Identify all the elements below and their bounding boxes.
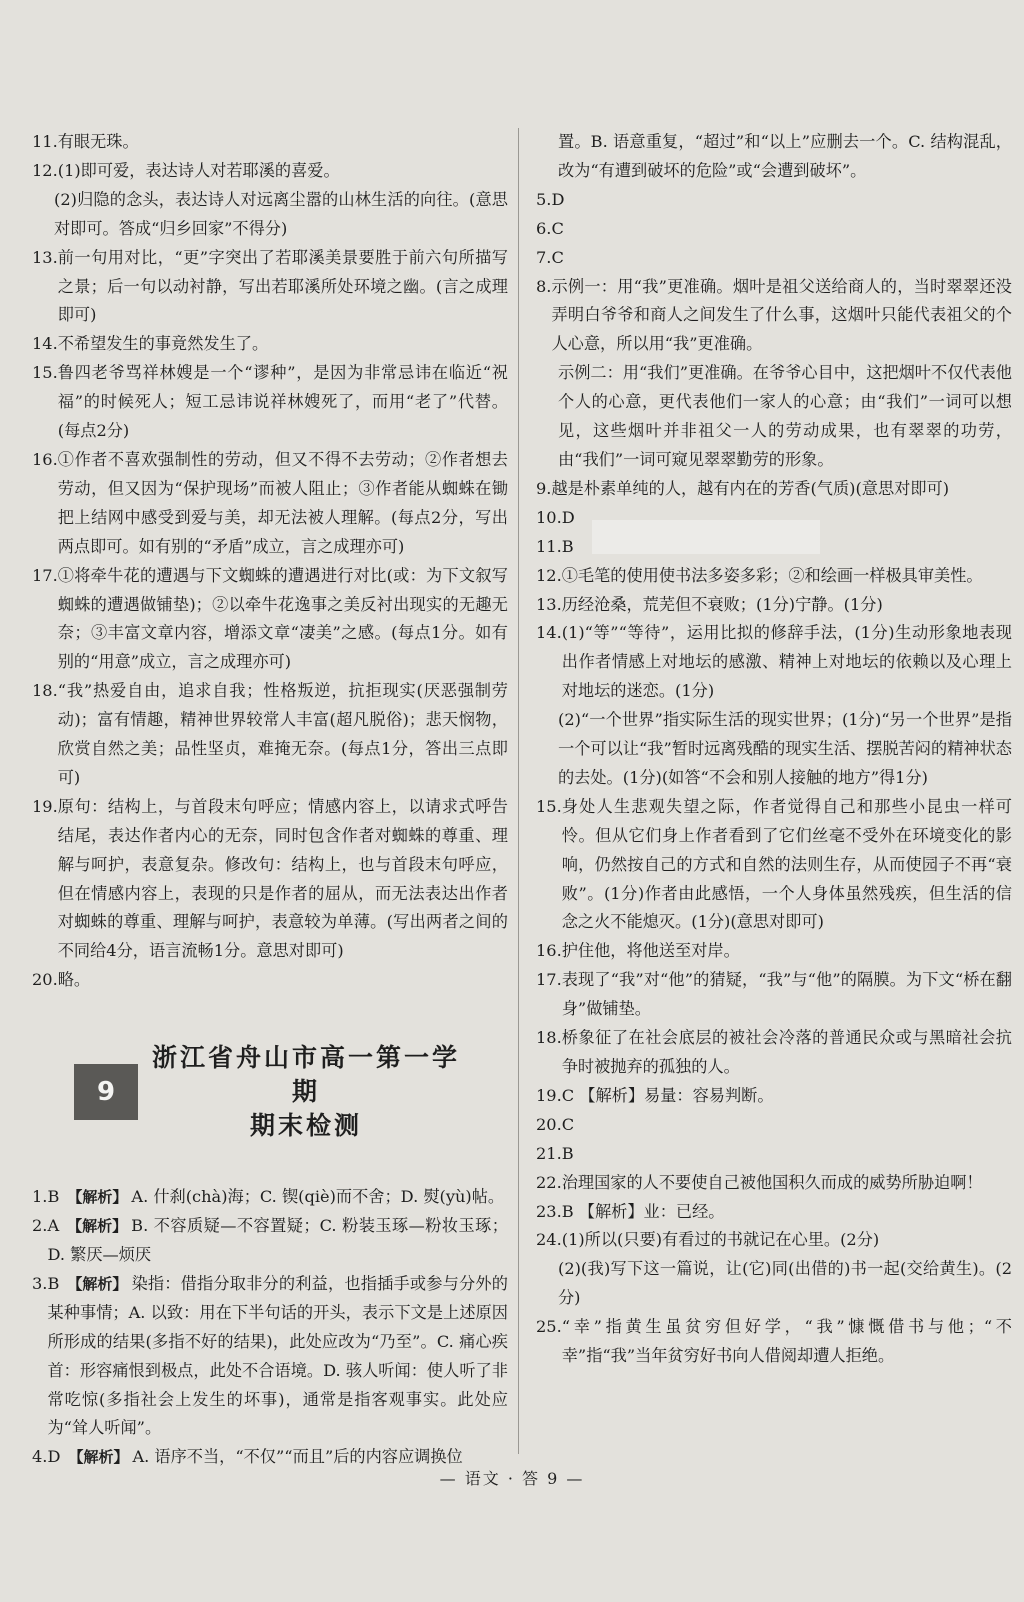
answer-number: 6. bbox=[536, 218, 552, 238]
answer-item bbox=[536, 706, 1012, 793]
answer-number: 3. bbox=[32, 1273, 48, 1293]
answer-text: 越是朴素单纯的人，越有内在的芳香(气质)(意思对即可) bbox=[551, 478, 950, 498]
answer-number: 11. bbox=[536, 536, 562, 556]
answer-number: 11. bbox=[32, 132, 58, 151]
left-answer-list bbox=[32, 128, 508, 995]
answer-item bbox=[536, 186, 1012, 215]
answer-item bbox=[536, 359, 1012, 475]
answer-number: 17. bbox=[536, 970, 562, 990]
answer-text: C bbox=[551, 247, 564, 267]
analysis-text: A. 什刹(chà)海；C. 锲(qiè)而不舍；D. 熨(yù)帖。 bbox=[131, 1187, 505, 1207]
answer-text: 历经沧桑，荒芜但不衰败；(1分)宁静。(1分) bbox=[561, 594, 883, 614]
answer-item bbox=[536, 1255, 1012, 1313]
answer-number: 20. bbox=[32, 970, 58, 990]
answer-text: 桥象征了在社会底层的被社会冷落的普通民众或与黑暗社会抗争时被抛弃的孤独的人。 bbox=[561, 1028, 1012, 1076]
answer-item bbox=[536, 1111, 1012, 1140]
answer-item bbox=[536, 1082, 1012, 1111]
answer-item bbox=[32, 1212, 508, 1270]
answer-number: 20. bbox=[536, 1114, 562, 1134]
answer-item bbox=[32, 359, 508, 446]
answer-number: 10. bbox=[536, 507, 562, 527]
answer-text: (1)即可爱，表达诗人对若耶溪的喜爱。 bbox=[57, 160, 340, 180]
answer-item bbox=[536, 1226, 1012, 1255]
answer-text: C bbox=[561, 1114, 575, 1134]
analysis-label: 【解析】 bbox=[68, 1448, 129, 1467]
answer-text: ①作者不喜欢强制性的劳动，但又不得不去劳动；②作者想去劳动，但又因为“保护现场”而被人阻止；③作者能从蜘蛛在锄把上结网中感受到爱与美，却无法被人理解。(每点2分，写出两点即可。如有别的“矛盾”成立，言之成理亦可) bbox=[57, 449, 508, 556]
answer-number: 16. bbox=[536, 941, 562, 961]
answer-item bbox=[32, 186, 508, 244]
answer-item bbox=[32, 793, 508, 966]
answer-item bbox=[32, 562, 508, 678]
answer-item bbox=[536, 591, 1012, 620]
answer-number: 13. bbox=[32, 247, 58, 267]
answer-number: 8. bbox=[536, 276, 552, 296]
section-title-line2: 期末检测 bbox=[249, 1111, 362, 1141]
answer-item bbox=[536, 1024, 1012, 1082]
answer-number bbox=[32, 186, 54, 244]
section-heading bbox=[74, 1041, 508, 1143]
answer-text: C 【解析】易量：容易判断。 bbox=[561, 1085, 774, 1105]
answer-item bbox=[536, 1140, 1012, 1169]
answer-text: “我”热爱自由，追求自我；性格叛逆，抗拒现实(厌恶强制劳动)；富有情趣，精神世界较常人丰富(超凡脱俗)；悲天悯物，欣赏自然之美；品性坚贞，难掩无奈。(每点1分，答出三点即可) bbox=[57, 681, 508, 787]
answer-item bbox=[32, 1270, 508, 1443]
answer-item bbox=[536, 1169, 1012, 1198]
answer-text: (2)“一个世界”指实际生活的现实世界；(1分)“另一个世界”是指一个可以让“我”暂时远离残酷的现实生活、摆脱苦闷的精神状态的去处。(1分)(如答“不会和别人接触的地方”得1分) bbox=[558, 710, 1012, 787]
left-answer-list-2 bbox=[32, 1183, 508, 1472]
answer-number: 7. bbox=[536, 247, 552, 267]
answer-number: 17. bbox=[32, 565, 58, 585]
page-footer: — 语文 · 答 9 — bbox=[439, 1469, 585, 1488]
answer-choice: B bbox=[47, 1187, 60, 1207]
answer-text: (1)“等”“等待”，运用比拟的修辞手法，(1分)生动形象地表现出作者情感上对地坛的感激、精神上对地坛的依赖以及心理上对地坛的迷恋。(1分) bbox=[561, 623, 1012, 701]
analysis-text: B. 不容质疑—不容置疑；C. 粉装玉琢—粉妆玉琢；D. 繁厌—烦厌 bbox=[47, 1216, 508, 1264]
answer-number bbox=[536, 128, 558, 186]
section-title bbox=[146, 1041, 466, 1143]
answer-text: (2)归隐的念头，表达诗人对远离尘嚣的山林生活的向往。(意思对即可。答成“归乡回家”不得分) bbox=[54, 189, 508, 238]
answer-number: 16. bbox=[32, 449, 58, 469]
answer-number: 18. bbox=[536, 1028, 562, 1048]
answer-text: 表现了“我”对“他”的猜疑，“我”与“他”的隔膜。为下文“桥在翻身”做铺垫。 bbox=[561, 970, 1012, 1019]
answer-item bbox=[536, 966, 1012, 1024]
answer-number: 13. bbox=[536, 594, 562, 614]
column-divider bbox=[518, 128, 519, 1454]
answer-number: 19. bbox=[32, 796, 58, 816]
answer-text: 略。 bbox=[57, 970, 91, 990]
answer-item bbox=[32, 244, 508, 331]
right-column bbox=[536, 128, 1012, 1371]
right-answer-list bbox=[536, 128, 1012, 1371]
answer-number: 15. bbox=[536, 796, 562, 816]
answer-item bbox=[536, 937, 1012, 966]
answer-text: 有眼无珠。 bbox=[57, 132, 139, 151]
answer-number: 2. bbox=[32, 1216, 48, 1236]
answer-item bbox=[536, 562, 1012, 591]
answer-text: (2)(我)写下这一篇说，让(它)同(出借的)书一起(交给黄生)。(2分) bbox=[558, 1259, 1012, 1308]
answer-text: 护住他，将他送至对岸。 bbox=[561, 941, 740, 961]
answer-item bbox=[536, 128, 1012, 186]
analysis-label: 【解析】 bbox=[67, 1274, 128, 1293]
answer-number: 18. bbox=[32, 681, 58, 701]
answer-text: B 【解析】业：已经。 bbox=[561, 1201, 725, 1221]
answer-item bbox=[32, 677, 508, 793]
analysis-label: 【解析】 bbox=[67, 1217, 128, 1236]
answer-text bbox=[47, 1183, 508, 1212]
answer-text: 示例一：用“我”更准确。烟叶是祖父送给商人的，当时翠翠还没弄明白爷爷和商人之间发生了什么事，这烟叶只能代表祖父的个人心意，所以用“我”更准确。 bbox=[551, 276, 1012, 354]
answer-item bbox=[32, 157, 508, 186]
answer-item bbox=[32, 446, 508, 562]
section-title-line1: 浙江省舟山市高一第一学期 bbox=[151, 1043, 460, 1107]
answer-item bbox=[536, 1198, 1012, 1227]
answer-number bbox=[536, 706, 558, 793]
answer-text: D bbox=[561, 507, 575, 527]
answer-number: 23. bbox=[536, 1201, 562, 1221]
answer-item bbox=[32, 966, 508, 995]
answer-text: 身处人生悲观失望之际，作者觉得自己和那些小昆虫一样可怜。但从它们身上作者看到了它们丝毫不受外在环境变化的影响，仍然按自己的方式和自然的法则生存，从而使园子不再“衰败”。(1分)作者由此感悟，一个人身体虽然残疾，但生活的信念之火不能熄灭。(1分)(意思对即可) bbox=[561, 796, 1012, 932]
answer-text: “幸”指黄生虽贫穷但好学，“我”慷慨借书与他；“不幸”指“我”当年贫穷好书向人借阅却遭人拒绝。 bbox=[561, 1317, 1012, 1366]
answer-number: 12. bbox=[32, 160, 58, 180]
answer-text: C bbox=[551, 218, 564, 238]
analysis-text: 染指：借指分取非分的利益，也指插手或参与分外的某种事情；A. 以致：用在下半句话的开头，表示下文是上述原因所形成的结果(多指不好的结果)，此处应改为“乃至”。C. 痛心疾首：形容痛恨到极点，此处不合语境。D. 骇人听闻：使人听了非常吃惊(多指社会上发生的坏事)，通常是指客观事实。此处应为“耸人听闻”。 bbox=[47, 1273, 508, 1438]
answer-text: 置。B. 语意重复，“超过”和“以上”应删去一个。C. 结构混乱，改为“有遭到破坏的危险”或“会遭到破坏”。 bbox=[558, 132, 1012, 180]
answer-choice: A bbox=[47, 1216, 60, 1236]
answer-number: 1. bbox=[32, 1187, 48, 1207]
left-column bbox=[32, 128, 508, 1472]
answer-text: 示例二：用“我们”更准确。在爷爷心目中，这把烟叶不仅代表他个人的心意，更代表他们一家人的心意；由“我们”一词可以想见，这些烟叶并非祖父一人的劳动成果，也有翠翠的功劳，由“我们”一词可窥见翠翠勤劳的形象。 bbox=[558, 363, 1012, 469]
answer-number bbox=[536, 1255, 558, 1313]
answer-text: 前一句用对比，“更”字突出了若耶溪美景要胜于前六句所描写之景；后一句以动衬静，写出若耶溪所处环境之幽。(言之成理即可) bbox=[57, 247, 508, 325]
answer-number: 12. bbox=[536, 565, 562, 585]
answer-item bbox=[536, 619, 1012, 706]
answer-text bbox=[47, 1270, 508, 1443]
answer-text: 治理国家的人不要使自己被他国积久而成的威势所胁迫啊！ bbox=[561, 1172, 983, 1192]
answer-number: 19. bbox=[536, 1085, 562, 1105]
answer-choice: D bbox=[47, 1447, 61, 1467]
answer-number: 5. bbox=[536, 189, 552, 209]
answer-text: ①毛笔的使用使书法多姿多彩；②和绘画一样极具审美性。 bbox=[561, 565, 983, 585]
answer-text: 鲁四老爷骂祥林嫂是一个“谬种”，是因为非常忌讳在临近“祝福”的时候死人；短工忌讳说祥林嫂死了，而用“老了”代替。(每点2分) bbox=[57, 363, 508, 441]
redaction-box bbox=[592, 520, 820, 554]
answer-number: 4. bbox=[32, 1447, 48, 1467]
answer-number: 24. bbox=[536, 1230, 562, 1250]
analysis-label: 【解析】 bbox=[67, 1188, 128, 1207]
answer-number: 15. bbox=[32, 363, 58, 383]
answer-item bbox=[536, 215, 1012, 244]
answer-item bbox=[536, 475, 1012, 504]
answer-item bbox=[536, 793, 1012, 938]
answer-number: 14. bbox=[32, 334, 58, 354]
answer-number: 21. bbox=[536, 1143, 562, 1163]
answer-text: B bbox=[561, 1143, 574, 1163]
answer-choice: B bbox=[47, 1273, 60, 1293]
answer-text: B bbox=[561, 536, 574, 556]
answer-number bbox=[536, 359, 558, 475]
answer-item bbox=[32, 330, 508, 359]
answer-text: 不希望发生的事竟然发生了。 bbox=[57, 334, 269, 354]
answer-item bbox=[32, 1183, 508, 1212]
answer-item bbox=[536, 1313, 1012, 1371]
answer-item bbox=[536, 273, 1012, 360]
answer-text: (1)所以(只要)有看过的书就记在心里。(2分) bbox=[561, 1230, 880, 1250]
answer-number: 22. bbox=[536, 1172, 562, 1192]
answer-item bbox=[32, 128, 508, 157]
analysis-text: A. 语序不当，“不仅”“而且”后的内容应调换位 bbox=[132, 1447, 463, 1467]
answer-number: 25. bbox=[536, 1317, 562, 1337]
answer-number: 14. bbox=[536, 623, 562, 643]
answer-text: ①将牵牛花的遭遇与下文蜘蛛的遭遇进行对比(或：为下文叙写蜘蛛的遭遇做铺垫)；②以牵牛花逸事之美反衬出现实的无趣无奈；③丰富文章内容，增添文章“凄美”之感。(每点1分。如有别的“用意”成立，言之成理亦可) bbox=[57, 565, 508, 672]
section-number-badge: 9 bbox=[74, 1064, 138, 1120]
answer-text bbox=[47, 1212, 508, 1270]
answer-text: D bbox=[551, 189, 565, 209]
answer-item bbox=[536, 244, 1012, 273]
answer-text: 原句：结构上，与首段末句呼应；情感内容上，以请求式呼告结尾，表达作者内心的无奈，同时包含作者对蜘蛛的尊重、理解与呵护，表意复杂。修改句：结构上，也与首段末句呼应，但在情感内容上，表现的只是作者的屈从，而无法表达出作者对蜘蛛的尊重、理解与呵护，表意较为单薄。(写出两者之间的不同给4分，语言流畅1分。意思对即可) bbox=[57, 796, 508, 961]
answer-number: 9. bbox=[536, 478, 552, 498]
